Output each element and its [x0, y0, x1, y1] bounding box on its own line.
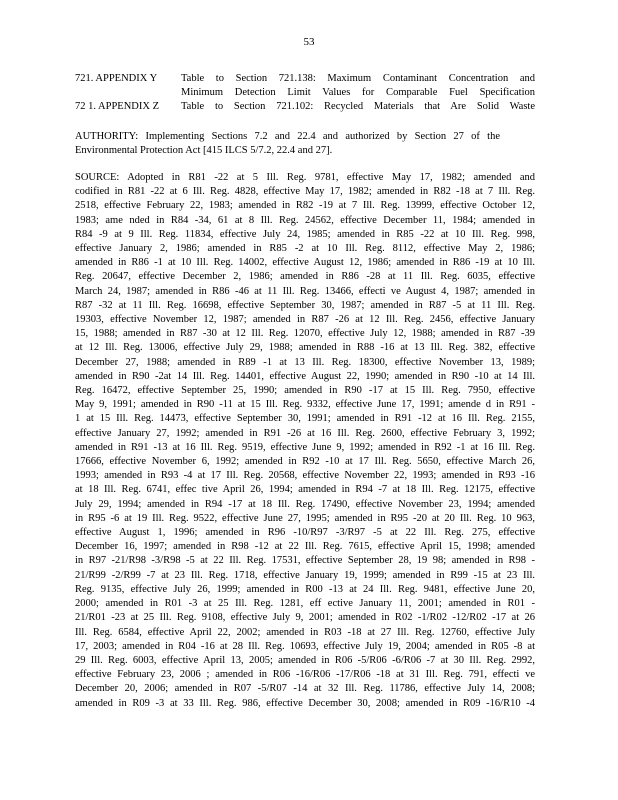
- source-line: 1 at 15 Ill. Reg. 14473, effective September 30, 1991; amended in R91 -12 at 16 Ill. Reg. 2155,: [75, 413, 535, 425]
- source-line: in R97 -21/R98 -3/R98 -5 at 22 Ill. Reg. 17531, effective September 28, 19 98; amended in R98 -: [75, 555, 535, 567]
- source-line: effective February 23, 2006 ; amended in R06 -16/R06 -17/R06 -18 at 31 Ill. Reg. 791, effecti ve: [75, 669, 535, 681]
- source-paragraph: [75, 171, 535, 711]
- source-line: December 27, 1988; amended in R89 -1 at 13 Ill. Reg. 18300, effective November 13, 1989;: [75, 356, 535, 368]
- source-line: 15, 1988; amended in R87 -30 at 12 Ill. Reg. 12070, effective July 12, 1988; amended in R87 -39: [75, 328, 535, 340]
- source-line: 19303, effective November 12, 1987; amended in R87 -26 at 12 Ill. Reg. 2456, effective January: [75, 314, 535, 326]
- source-line: May 9, 1991; amended in R90 -11 at 15 Ill. Reg. 9332, effective June 17, 1991; amende d in R91 -: [75, 399, 535, 411]
- appendix-z-line: Table to Section 721.102: Recycled Materials that Are Solid Waste: [181, 101, 535, 112]
- source-line: 1983; ame nded in R84 -34, 61 at 8 Ill. Reg. 24562, effective December 11, 1984; amended in: [75, 214, 535, 226]
- source-line: at 18 Ill. Reg. 6741, effec tive April 26, 1994; amended in R94 -7 at 18 Ill. Reg. 12175, effective: [75, 484, 535, 496]
- source-line: 21/R01 -23 at 25 Ill. Reg. 9108, effective July 9, 2001; amended in R02 -1/R02 -12/R02 -17 at 26: [75, 612, 535, 624]
- source-line: amended in R91 -13 at 16 Ill. Reg. 9519, effective June 9, 1992; amended in R92 -1 at 16 Ill. Reg.: [75, 441, 535, 453]
- appendix-y-line: Minimum Detection Limit Values for Comparable Fuel Specification: [181, 87, 535, 98]
- source-line: amended in R09 -3 at 33 Ill. Reg. 986, effective December 30, 2008; amended in R09 -16/R10 -4: [75, 697, 535, 709]
- authority-line: Environmental Protection Act [415 ILCS 5/7.2, 22.4 and 27].: [75, 145, 333, 156]
- appendix-z-title: [181, 100, 535, 114]
- source-line: 1993; amended in R93 -4 at 17 Ill. Reg. 20568, effective November 22, 1993; amended in R93 -16: [75, 470, 535, 482]
- source-line: 29 Ill. Reg. 6003, effective April 13, 2005; amended in R06 -5/R06 -6/R06 -7 at 30 Ill. Reg. 2992,: [75, 654, 535, 666]
- source-line: Ill. Reg. 6584, effective April 22, 2002; amended in R03 -18 at 27 Ill. Reg. 12760, effective July: [75, 626, 535, 638]
- source-line: Reg. 9135, effective July 26, 1999; amended in R00 -13 at 24 Ill. Reg. 9481, effective June 20,: [75, 583, 535, 595]
- source-line: amended in R90 -2at 14 Ill. Reg. 14401, effective August 22, 1990; amended in R90 -10 at 14 Ill.: [75, 370, 535, 382]
- source-line: 2518, effective February 22, 1983; amended in R82 -19 at 7 Ill. Reg. 13999, effective October 12,: [75, 200, 535, 212]
- source-line: at 12 Ill. Reg. 13006, effective July 29, 1988; amended in R88 -16 at 13 Ill. Reg. 382, effective: [75, 342, 535, 354]
- source-line: amended in R86 -1 at 10 Ill. Reg. 14002, effective August 12, 1986; amended in R86 -19 at 10 Ill.: [75, 257, 535, 269]
- authority-line: AUTHORITY: Implementing Sections 7.2 and 22.4 and authorized by Section 27 of the: [75, 131, 500, 142]
- appendix-z-ref: 72 1. APPENDIX Z: [75, 101, 160, 112]
- appendix-y-ref: 721. APPENDIX Y: [75, 73, 158, 84]
- source-line: effective August 1, 1996; amended in R96 -10/R97 -3/R97 -5 at 22 Ill. Reg. 275, effective: [75, 527, 535, 539]
- appendix-y-line: Table to Section 721.138: Maximum Contaminant Concentration and: [181, 73, 535, 84]
- appendix-y-entry: [75, 72, 535, 100]
- source-line: codified in R81 -22 at 6 Ill. Reg. 4828, effective May 17, 1982; amended in R82 -18 at 7 Ill. Reg.: [75, 186, 535, 198]
- source-line: 17, 2003; amended in R04 -16 at 28 Ill. Reg. 10693, effective July 19, 2004; amended in R05 -8 at: [75, 640, 535, 652]
- source-line: SOURCE: Adopted in R81 -22 at 5 Ill. Reg. 9781, effective May 17, 1982; amended and: [75, 172, 535, 183]
- source-line: R87 -32 at 11 Ill. Reg. 16698, effective September 30, 1987; amended in R87 -5 at 11 Ill. Reg.: [75, 299, 535, 311]
- appendix-y-title: [181, 72, 535, 100]
- source-line: 2000; amended in R01 -3 at 25 Ill. Reg. 1281, eff ective January 11, 2001; amended in R01 -: [75, 598, 535, 610]
- authority-paragraph: [75, 130, 500, 158]
- source-line: effective January 27, 1992; amended in R91 -26 at 16 Ill. Reg. 2600, effective February 3, 1992;: [75, 427, 535, 439]
- page-number: 53: [303, 36, 315, 48]
- source-line: 21/R99 -2/R99 -7 at 23 Ill. Reg. 1718, effective January 19, 1999; amended in R99 -15 at 23 Ill.: [75, 569, 535, 581]
- source-line: July 29, 1994; amended in R94 -17 at 18 Ill. Reg. 17490, effective November 23, 1994; amended: [75, 498, 535, 510]
- source-line: Reg. 16472, effective September 25, 1990; amended in R90 -17 at 15 Ill. Reg. 7950, effective: [75, 385, 535, 397]
- source-line: March 24, 1987; amended in R86 -46 at 11 Ill. Reg. 13466, effecti ve August 4, 1987; amended in: [75, 285, 535, 297]
- source-line: December 20, 2006; amended in R07 -5/R07 -14 at 32 Ill. Reg. 11786, effective July 14, 2008;: [75, 683, 535, 695]
- source-line: R84 -9 at 9 Ill. Reg. 11834, effective July 24, 1985; amended in R85 -22 at 10 Ill. Reg. 998,: [75, 228, 535, 240]
- source-line: 17666, effective November 6, 1992; amended in R92 -10 at 17 Ill. Reg. 5650, effective March 26,: [75, 456, 535, 468]
- source-line: Reg. 20647, effective December 2, 1986; amended in R86 -28 at 11 Ill. Reg. 6035, effective: [75, 271, 535, 283]
- source-line: in R95 -6 at 19 Ill. Reg. 9522, effective June 27, 1995; amended in R95 -20 at 20 Ill. Reg. 10 963,: [75, 512, 535, 524]
- source-line: December 16, 1997; amended in R98 -12 at 22 Ill. Reg. 7615, effective April 15, 1998; amended: [75, 541, 535, 553]
- appendix-z-entry: [75, 100, 535, 114]
- source-line: effective January 2, 1986; amended in R85 -2 at 10 Ill. Reg. 8112, effective May 2, 1986;: [75, 243, 535, 255]
